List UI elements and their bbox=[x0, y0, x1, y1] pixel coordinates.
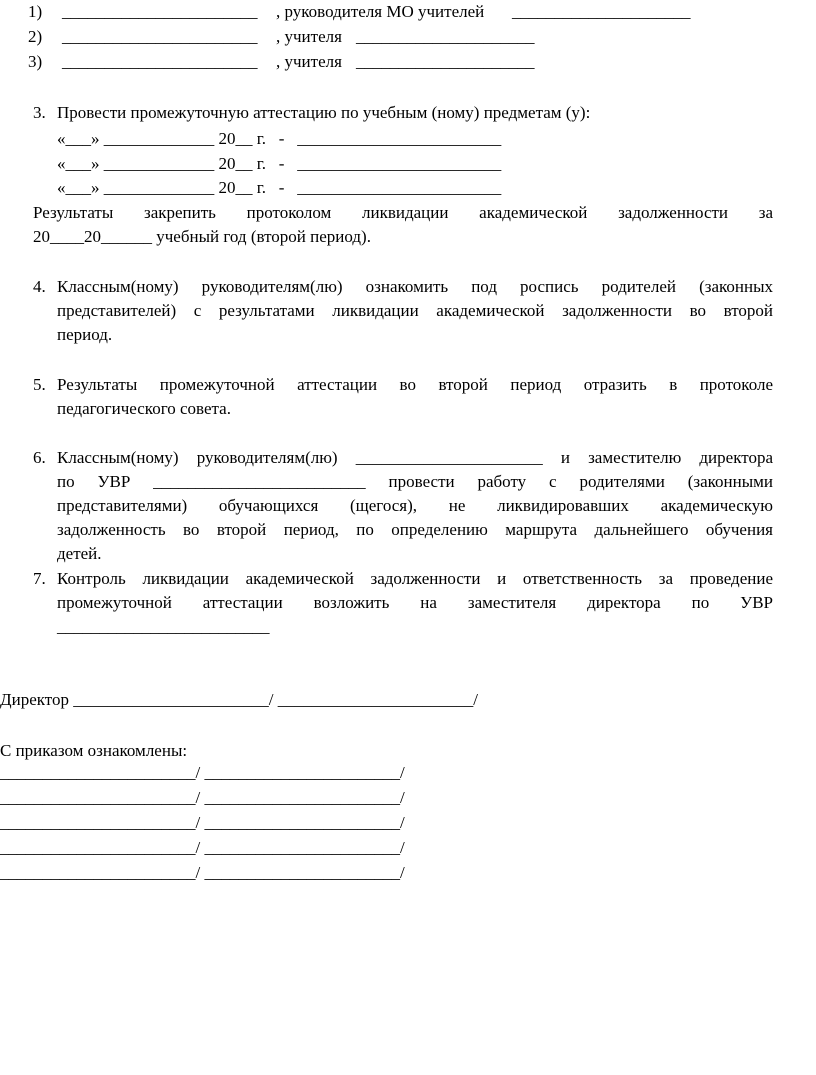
item-number: 7. bbox=[33, 569, 46, 588]
signatory-tail: _____________________ bbox=[512, 2, 691, 21]
item-text: промежуточной аттестации возложить на заместителя директора по УВР bbox=[57, 593, 773, 612]
item-text-end: педагогического совета. bbox=[57, 399, 231, 418]
acquainted-signature-line: _______________________/ _______________________/ bbox=[0, 838, 405, 857]
signatory-tail: _____________________ bbox=[356, 52, 535, 71]
item-text: представителями) обучающихся (щегося), не ликвидировавших академическую bbox=[57, 496, 773, 515]
acquainted-signature-line: _______________________/ _______________________/ bbox=[0, 763, 405, 782]
item-text-end: период. bbox=[57, 325, 113, 344]
signatory-number: 2) bbox=[28, 27, 43, 46]
signatory-tail: _____________________ bbox=[356, 27, 535, 46]
date-line: «___» _____________ 20__ г. - ________________________ bbox=[57, 178, 502, 197]
acquainted-title: С приказом ознакомлены: bbox=[0, 741, 188, 760]
date-line: «___» _____________ 20__ г. - ________________________ bbox=[57, 154, 502, 173]
item-text-end: _________________________ bbox=[57, 617, 270, 636]
acquainted-signature-line: _______________________/ _______________________/ bbox=[0, 813, 405, 832]
acquainted-signature-line: _______________________/ _______________________/ bbox=[0, 863, 405, 882]
item-number: 5. bbox=[33, 375, 46, 394]
date-line: «___» _____________ 20__ г. - ________________________ bbox=[57, 129, 502, 148]
signatory-number: 3) bbox=[28, 52, 43, 71]
item-text: представителей) с результатами ликвидации академической задолженности во второй bbox=[57, 301, 773, 320]
signatory-blank: _______________________ bbox=[62, 2, 258, 21]
item-text: Классным(ному) руководителям(лю) ______________________ и заместителю директора bbox=[57, 448, 773, 467]
item-text: Контроль ликвидации академической задолженности и ответственность за проведение bbox=[57, 569, 773, 588]
item-text: задолженность во второй период, по определению маршрута дальнейшего обучения bbox=[57, 520, 773, 539]
item-text: по УВР _________________________ провести работу с родителями (законными bbox=[57, 472, 773, 491]
signatory-blank: _______________________ bbox=[62, 27, 258, 46]
signatory-blank: _______________________ bbox=[62, 52, 258, 71]
signatory-role: , учителя bbox=[276, 27, 342, 46]
acquainted-signature-line: _______________________/ _______________________/ bbox=[0, 788, 405, 807]
result-text: Результаты закрепить протоколом ликвидации академической задолженности за bbox=[33, 203, 773, 222]
item-number: 4. bbox=[33, 277, 46, 296]
item-number: 6. bbox=[33, 448, 46, 467]
signatory-number: 1) bbox=[28, 2, 43, 21]
item-text-end: детей. bbox=[57, 544, 102, 563]
item-text: Результаты промежуточной аттестации во второй период отразить в протоколе bbox=[57, 375, 773, 394]
signatory-role: , руководителя МО учителей bbox=[276, 2, 485, 21]
item-text: Провести промежуточную аттестацию по учебным (ному) предметам (у): bbox=[57, 103, 591, 122]
item-text: Классным(ному) руководителям(лю) ознакомить под роспись родителей (законных bbox=[57, 277, 773, 296]
item-number: 3. bbox=[33, 103, 46, 122]
signatory-role: , учителя bbox=[276, 52, 342, 71]
result-text-end: 20____20______ учебный год (второй период). bbox=[33, 227, 371, 246]
director-signature-line: Директор _______________________/ _______________________/ bbox=[0, 690, 478, 709]
